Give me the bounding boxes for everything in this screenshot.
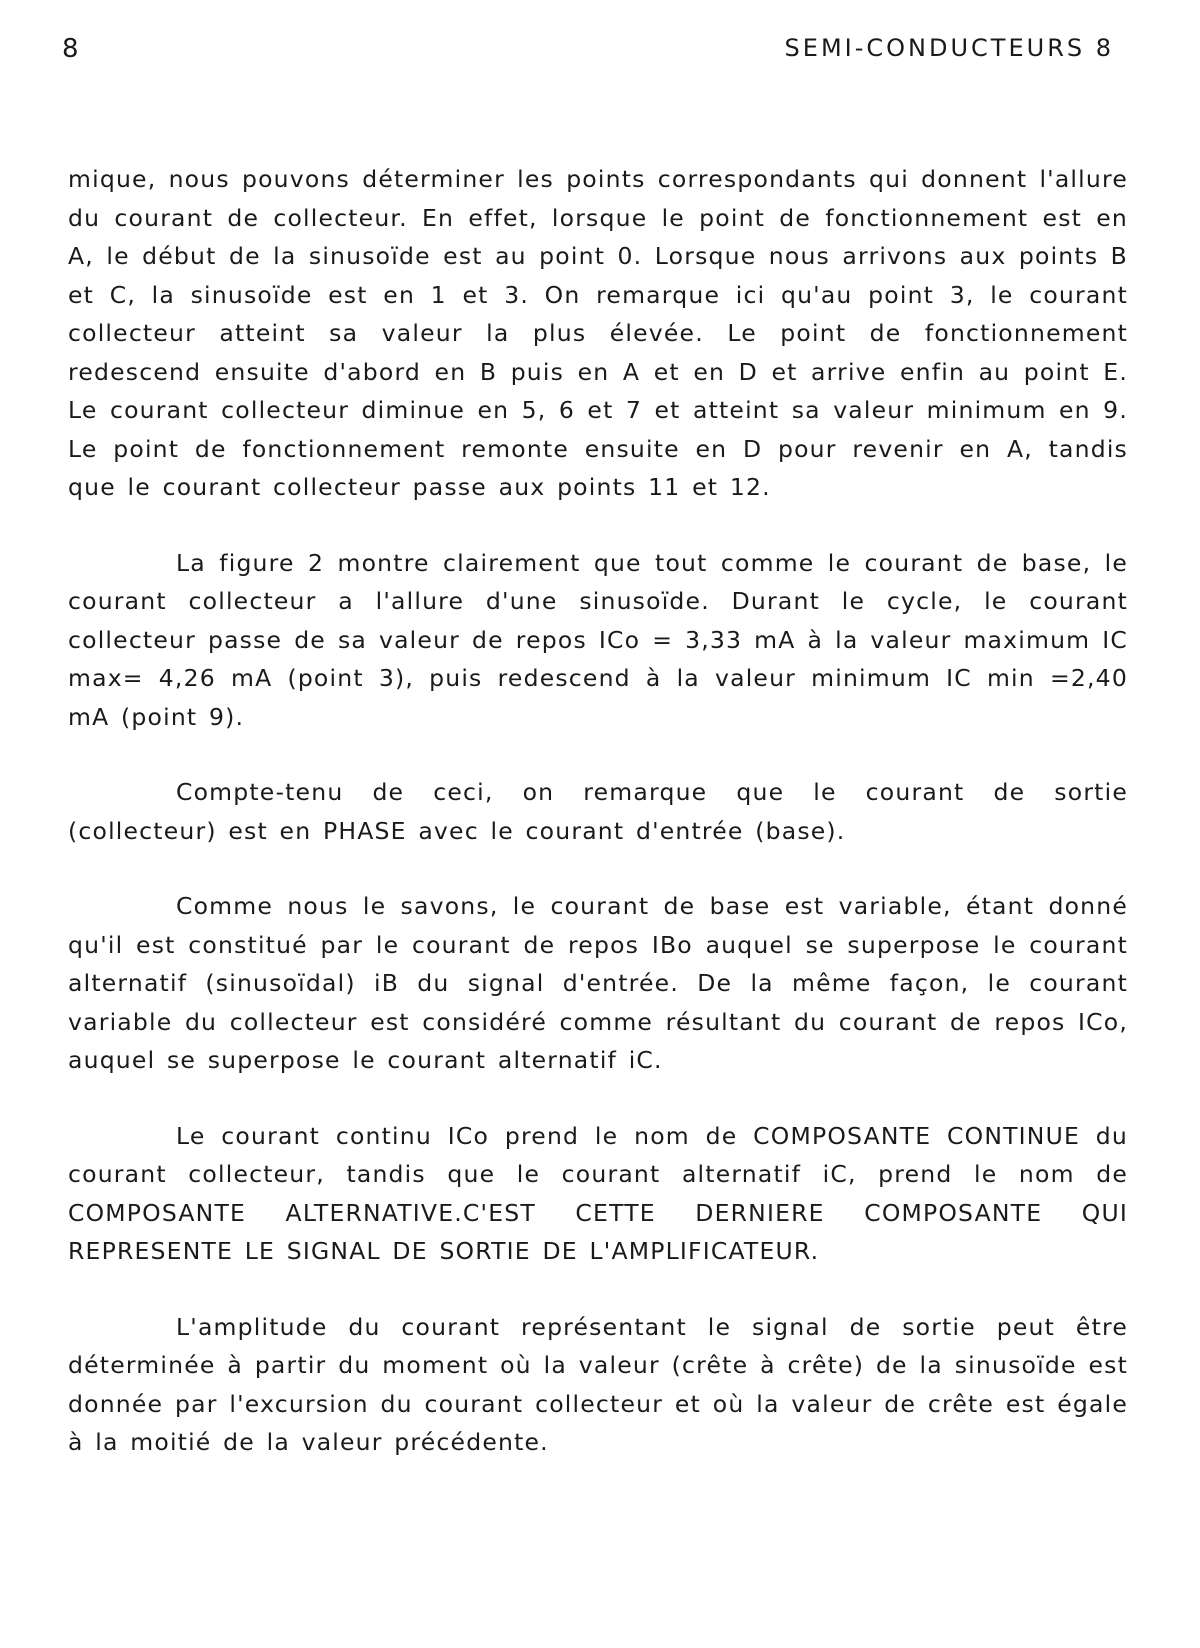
running-title: SEMI-CONDUCTEURS 8 <box>784 34 1114 62</box>
paragraph-components: Le courant continu ICo prend le nom de COMPOSANTE CONTINUE du courant collecteur, tandis que le courant alternatif iC, prend le nom de COMPOSANTE ALTERNATIVE.C'EST CETTE DERNIERE COMPOSANTE QUI REPRESENTE LE SIGNAL DE SORTIE DE L'AMPLIFICATEUR. <box>68 1121 1128 1265</box>
paragraph-continuation: mique, nous pouvons déterminer les points correspondants qui donnent l'allure du courant de collecteur. En effet, lorsque le point de fonctionnement est en A, le début de la sinusoïde est au point 0. Lorsque nous arrivons aux points B et C, la sinusoïde est en 1 et 3. On remarque ici qu'au point 3, le courant collecteur atteint sa valeur la plus élevée. Le point de fonctionnement redescend ensuite d'abord en B puis en A et en D et arrive enfin au point E. Le courant collecteur diminue en 5, 6 et 7 et atteint sa valeur minimum en 9. Le point de fonctionnement remonte ensuite en D pour revenir en A, tandis que le courant collecteur passe aux points 11 et 12. <box>68 165 1128 501</box>
body-text <box>68 160 1128 1462</box>
paragraph-phase: Compte-tenu de ceci, on remarque que le courant de sortie (collecteur) est en PHASE avec le courant d'entrée (base). <box>68 778 1128 845</box>
paragraph-amplitude: L'amplitude du courant représentant le signal de sortie peut être déterminée à partir du moment où la valeur (crête à crête) de la sinusoïde est donnée par l'excursion du courant collecteur et où la valeur de crête est égale à la moitié de la valeur précédente. <box>68 1312 1128 1456</box>
page-number: 8 <box>62 34 80 64</box>
paragraph-figure-2: La figure 2 montre clairement que tout comme le courant de base, le courant collecteur a l'allure d'une sinusoïde. Durant le cycle, le courant collecteur passe de sa valeur de repos ICo = 3,33 mA à la valeur maximum IC max= 4,26 mA (point 3), puis redescend à la valeur minimum IC min =2,40 mA (point 9). <box>68 548 1128 731</box>
paragraph-base-current: Comme nous le savons, le courant de base est variable, étant donné qu'il est constitué par le courant de repos IBo auquel se superpose le courant alternatif (sinusoïdal) iB du signal d'entrée. De la même façon, le courant variable du collecteur est considéré comme résultant du courant de repos ICo, auquel se superpose le courant alternatif iC. <box>68 892 1128 1074</box>
